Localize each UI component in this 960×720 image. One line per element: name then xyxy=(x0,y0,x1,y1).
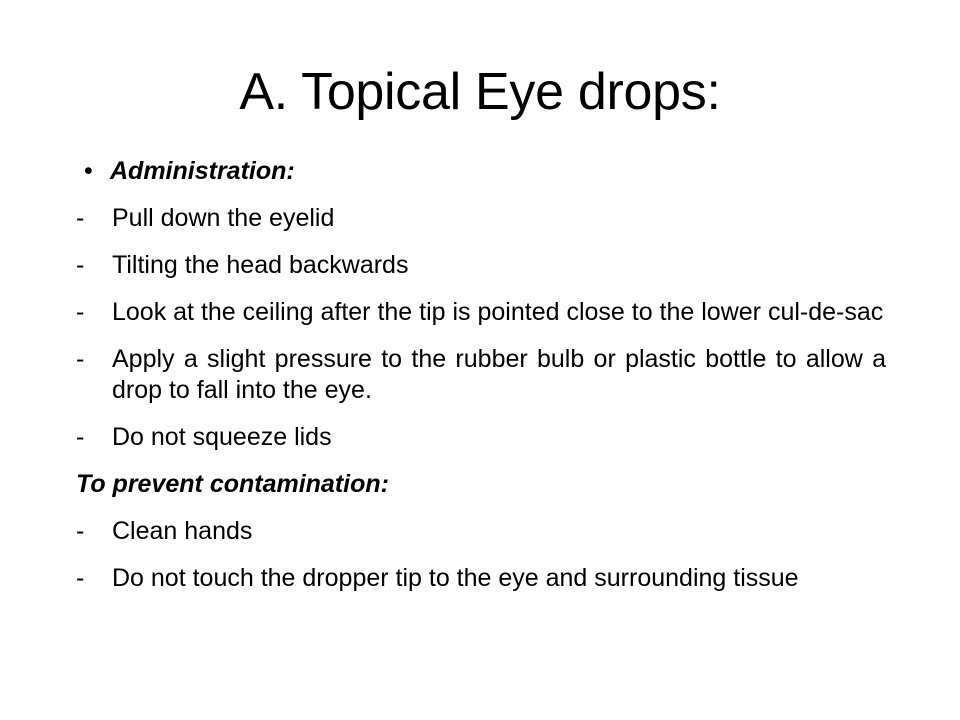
list-item-text: Do not touch the dropper tip to the eye and surrounding tissue xyxy=(112,564,799,592)
list-item xyxy=(76,516,886,547)
list-item xyxy=(76,297,886,328)
section-heading-administration: Administration: xyxy=(110,157,295,185)
list-item-text: Do not squeeze lids xyxy=(112,423,332,451)
dash-icon: - xyxy=(76,423,85,451)
slide-body xyxy=(76,156,886,610)
list-item xyxy=(76,203,886,234)
list-item xyxy=(76,563,886,594)
dash-icon: - xyxy=(76,345,85,373)
section-heading-contamination: To prevent contamination: xyxy=(76,470,389,498)
list-item-text: Pull down the eyelid xyxy=(112,204,335,232)
list-item xyxy=(76,422,886,453)
slide-title: A. Topical Eye drops: xyxy=(239,63,721,121)
list-item xyxy=(76,344,886,406)
list-item-text: Tilting the head backwards xyxy=(112,251,409,279)
bullet-icon: • xyxy=(84,157,93,185)
dash-icon: - xyxy=(76,204,85,232)
list-item xyxy=(76,250,886,281)
list-item-text: Clean hands xyxy=(112,517,253,545)
dash-icon: - xyxy=(76,298,85,326)
list-item-text: Look at the ceiling after the tip is pointed close to the lower cul-de-sac xyxy=(112,298,884,326)
dash-icon: - xyxy=(76,564,85,592)
section-heading-row xyxy=(76,469,886,500)
dash-icon: - xyxy=(76,517,85,545)
dash-icon: - xyxy=(76,251,85,279)
bullet-item-administration xyxy=(76,156,886,187)
list-item-text: Apply a slight pressure to the rubber bulb or plastic bottle to allow a drop to fall into the eye. xyxy=(112,345,886,404)
